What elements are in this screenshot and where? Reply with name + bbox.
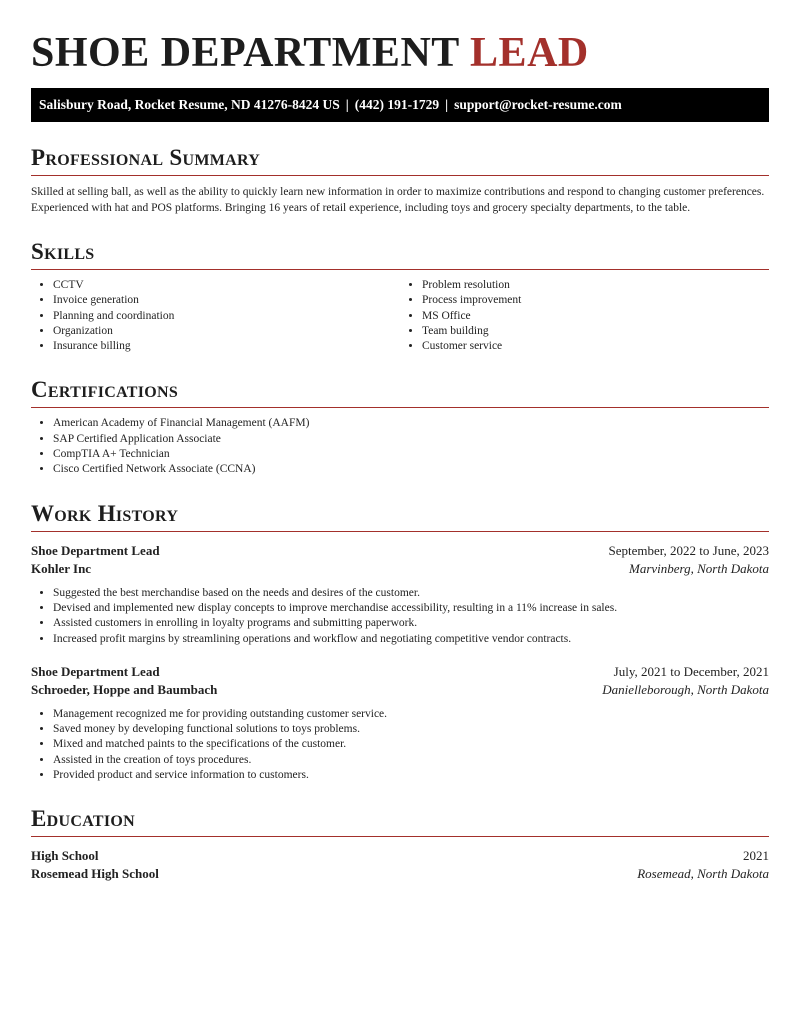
job-row-top [31, 542, 769, 560]
job-title: Shoe Department Lead [31, 542, 160, 558]
certifications-list [31, 416, 769, 477]
contact-address: Salisbury Road, Rocket Resume, ND 41276-8424 US [39, 97, 340, 112]
contact-email: support@rocket-resume.com [454, 97, 622, 112]
job-bullets [31, 707, 769, 783]
job-dates: July, 2021 to December, 2021 [613, 663, 769, 679]
job-bullet: • Provided product and service information to customers. [53, 768, 769, 783]
contact-phone: (442) 191-1729 [354, 97, 440, 112]
title-main: SHOE DEPARTMENT [31, 30, 460, 76]
job-bullet: • Management recognized me for providing outstanding customer service. [53, 707, 769, 722]
education-entry [31, 847, 769, 883]
skill-item: • CCTV [53, 278, 400, 293]
skill-item: • Insurance billing [53, 339, 400, 354]
education-location: Rosemead, North Dakota [637, 866, 769, 882]
skill-item: • MS Office [422, 309, 769, 324]
education-heading: Education [31, 807, 769, 837]
skill-item: • Process improvement [422, 293, 769, 308]
education-row-bottom [31, 865, 769, 883]
skill-item: • Customer service [422, 339, 769, 354]
job-bullet: • Assisted in the creation of toys procedures. [53, 753, 769, 768]
skills-heading: Skills [31, 240, 769, 270]
summary-text: Skilled at selling ball, as well as the ability to quickly learn new information in order to maximize contributions and respond to changing customer preferences. Experienced with hat and POS platforms. Bringing 16 years of retail experience, including toys and grocery specialty departments, to the table. [31, 186, 765, 214]
skill-item: • Team building [422, 324, 769, 339]
job-row-bottom [31, 681, 769, 699]
certification-item: • Cisco Certified Network Associate (CCNA) [53, 462, 769, 477]
certification-item: • SAP Certified Application Associate [53, 432, 769, 447]
skills-left-column [31, 278, 400, 354]
job-row-top [31, 663, 769, 681]
contact-separator: | [345, 97, 349, 112]
education-school: Rosemead High School [31, 866, 159, 882]
contact-separator: | [445, 97, 449, 112]
skill-item: • Problem resolution [422, 278, 769, 293]
job-title: Shoe Department Lead [31, 663, 160, 679]
job-bullet: • Saved money by developing functional solutions to toys problems. [53, 722, 769, 737]
job-entry [31, 542, 769, 647]
education-row-top [31, 847, 769, 865]
skill-item: • Invoice generation [53, 293, 400, 308]
job-bullet: • Assisted customers in enrolling in loyalty programs and submitting paperwork. [53, 616, 769, 631]
education-degree: High School [31, 848, 99, 864]
skills-list [31, 270, 769, 354]
education-year: 2021 [743, 848, 769, 864]
skill-item: • Organization [53, 324, 400, 339]
job-row-bottom [31, 560, 769, 578]
resume-title [31, 32, 769, 74]
job-location: Danielleborough, North Dakota [602, 681, 769, 697]
skills-right-column [400, 278, 769, 354]
skill-item: • Planning and coordination [53, 309, 400, 324]
title-accent: LEAD [470, 30, 589, 76]
job-location: Marvinberg, North Dakota [629, 560, 769, 576]
job-entry [31, 663, 769, 783]
job-company: Schroeder, Hoppe and Baumbach [31, 681, 218, 697]
job-bullets [31, 586, 769, 647]
certifications-heading: Certifications [31, 378, 769, 408]
certification-item: • American Academy of Financial Management (AAFM) [53, 416, 769, 431]
job-company: Kohler Inc [31, 560, 92, 576]
certification-item: • CompTIA A+ Technician [53, 447, 769, 462]
job-bullet: • Suggested the best merchandise based on the needs and desires of the customer. [53, 586, 769, 601]
job-bullet: • Mixed and matched paints to the specifications of the customer. [53, 737, 769, 752]
contact-bar [31, 88, 769, 122]
work-history-heading: Work History [31, 502, 769, 532]
summary-heading: Professional Summary [31, 146, 769, 176]
job-bullet: • Increased profit margins by streamlining operations and workflow and negotiating competitive vendor contracts. [53, 632, 769, 647]
job-dates: September, 2022 to June, 2023 [608, 542, 769, 558]
job-bullet: • Devised and implemented new display concepts to improve merchandise accessibility, resulting in a 11% increase in sales. [53, 601, 769, 616]
